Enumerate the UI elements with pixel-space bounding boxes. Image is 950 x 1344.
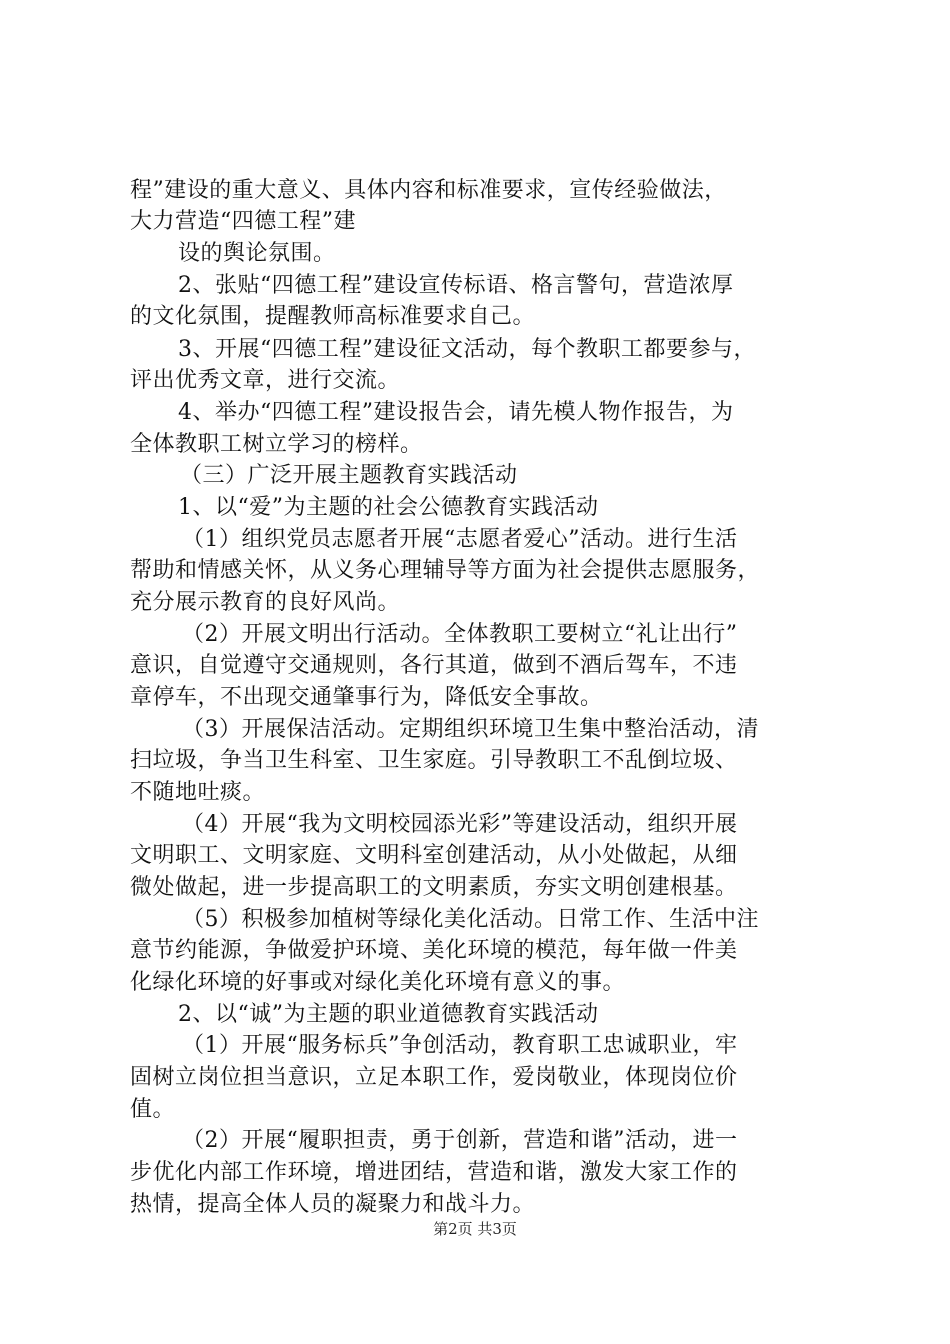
text-line: （2）开展“履职担责，勇于创新，营造和谐”活动，进一 bbox=[182, 1128, 738, 1153]
text-line: 固树立岗位担当意识，立足本职工作，爱岗敬业，体现岗位价 bbox=[130, 1065, 738, 1090]
subsection-heading: 2、以“诚”为主题的职业道德教育实践活动 bbox=[178, 1002, 599, 1027]
text-line: 的文化氛围，提醒教师高标准要求自己。 bbox=[130, 304, 536, 329]
text-line: 值。 bbox=[130, 1097, 176, 1122]
text-line: 扫垃圾，争当卫生科室、卫生家庭。引导教职工不乱倒垃圾、 bbox=[130, 748, 738, 773]
text-line: 文明职工、文明家庭、文明科室创建活动，从小处做起，从细 bbox=[130, 843, 738, 868]
text-line: 化绿化环境的好事或对绿化美化环境有意义的事。 bbox=[130, 970, 626, 995]
text-line: 意识，自觉遵守交通规则，各行其道，做到不酒后驾车，不违 bbox=[130, 653, 738, 678]
subsection-heading: 1、以“爱”为主题的社会公德教育实践活动 bbox=[178, 495, 599, 520]
text-line: 步优化内部工作环境，增进团结，营造和谐，激发大家工作的 bbox=[130, 1160, 738, 1185]
text-line: 程”建设的重大意义、具体内容和标准要求，宣传经验做法， bbox=[130, 178, 727, 203]
text-line: （2）开展文明出行活动。全体教职工要树立“礼让出行” bbox=[182, 622, 738, 647]
text-line: （1）组织党员志愿者开展“志愿者爱心”活动。进行生活 bbox=[182, 527, 738, 552]
text-line: 4、举办“四德工程”建设报告会，请先模人物作报告，为 bbox=[178, 400, 734, 425]
text-line: 评出优秀文章，进行交流。 bbox=[130, 368, 401, 393]
text-line: 帮助和情感关怀，从义务心理辅导等方面为社会提供志愿服务， bbox=[130, 558, 761, 583]
text-line: 意节约能源，争做爱护环境、美化环境的模范，每年做一件美 bbox=[130, 938, 738, 963]
text-line: 全体教职工树立学习的榜样。 bbox=[130, 432, 423, 457]
text-line: 3、开展“四德工程”建设征文活动，每个教职工都要参与， bbox=[178, 337, 756, 362]
page-number: 第2页 共3页 bbox=[433, 1220, 517, 1238]
text-line: 设的舆论氛围。 bbox=[178, 241, 336, 266]
text-line: （5）积极参加植树等绿化美化活动。日常工作、生活中注 bbox=[182, 907, 759, 932]
text-line: （1）开展“服务标兵”争创活动，教育职工忠诚职业，牢 bbox=[182, 1033, 738, 1058]
text-line: （4）开展“我为文明校园添光彩”等建设活动，组织开展 bbox=[182, 812, 738, 837]
text-line: （3）开展保洁活动。定期组织环境卫生集中整治活动，清 bbox=[182, 717, 759, 742]
text-line: 大力营造“四德工程”建 bbox=[130, 209, 356, 234]
text-line: 2、张贴“四德工程”建设宣传标语、格言警句，营造浓厚 bbox=[178, 273, 734, 298]
section-heading: （三）广泛开展主题教育实践活动 bbox=[180, 463, 518, 488]
text-line: 章停车，不出现交通肇事行为，降低安全事故。 bbox=[130, 685, 603, 710]
text-line: 微处做起，进一步提高职工的文明素质，夯实文明创建根基。 bbox=[130, 875, 738, 900]
text-line: 不随地吐痰。 bbox=[130, 780, 266, 805]
text-line: 热情，提高全体人员的凝聚力和战斗力。 bbox=[130, 1192, 536, 1217]
text-line: 充分展示教育的良好风尚。 bbox=[130, 590, 401, 615]
